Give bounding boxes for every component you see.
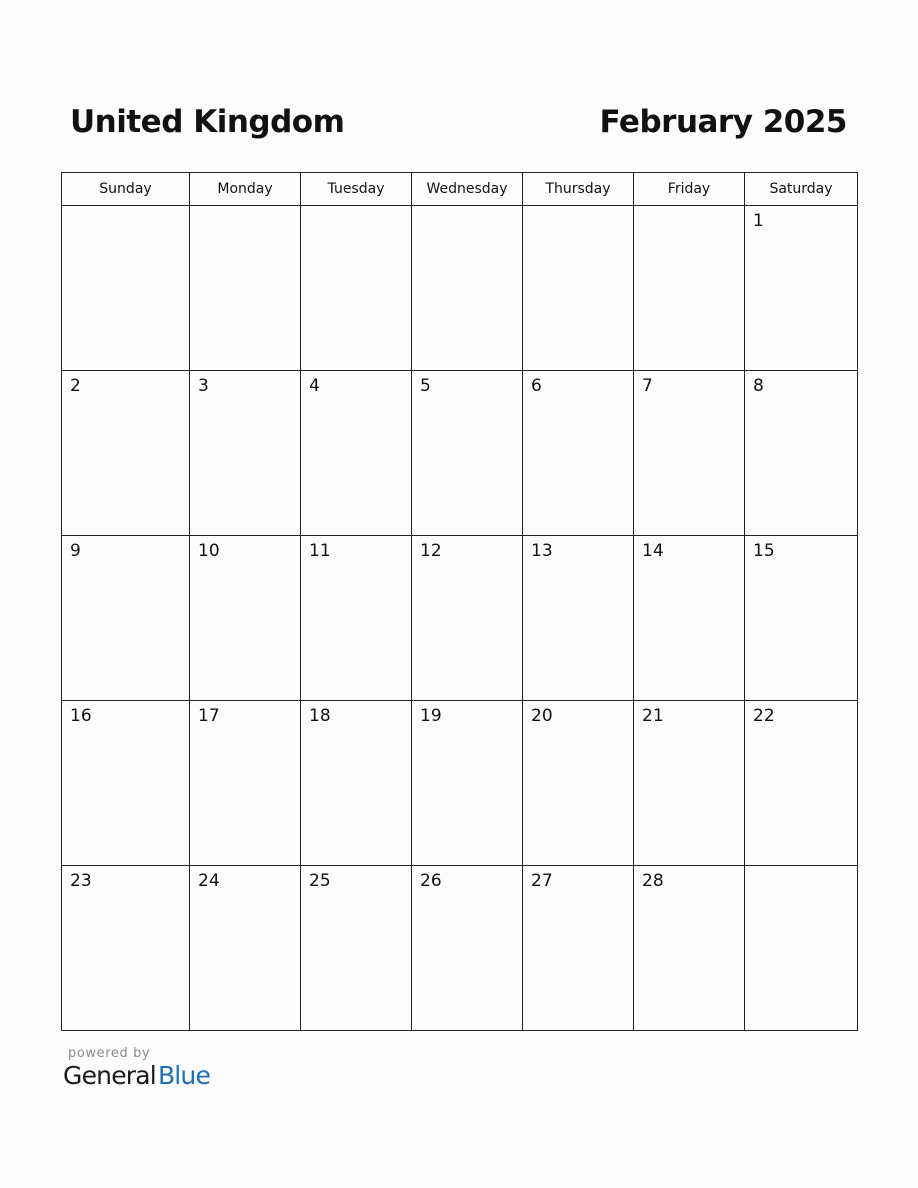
day-number: 6 [531, 376, 542, 396]
generalblue-logo[interactable] [63, 1061, 210, 1090]
day-number: 28 [642, 871, 664, 891]
week-row [62, 866, 858, 1031]
day-cell [634, 371, 745, 536]
day-cell [62, 536, 190, 701]
week-row [62, 536, 858, 701]
day-number [62, 206, 189, 211]
day-cell [745, 206, 858, 371]
weekday-header: Sunday [62, 173, 190, 206]
day-number: 20 [531, 706, 553, 726]
day-cell [301, 701, 412, 866]
day-number: 22 [753, 706, 775, 726]
day-number: 3 [198, 376, 209, 396]
day-number [523, 206, 633, 211]
day-number: 11 [309, 541, 331, 561]
day-number: 12 [420, 541, 442, 561]
day-cell [190, 866, 301, 1031]
weekday-header: Tuesday [301, 173, 412, 206]
day-cell [523, 536, 634, 701]
day-number: 15 [753, 541, 775, 561]
day-number: 18 [309, 706, 331, 726]
day-number: 13 [531, 541, 553, 561]
weekday-header-row [62, 173, 858, 206]
day-cell [523, 866, 634, 1031]
day-cell [62, 206, 190, 371]
day-cell [301, 371, 412, 536]
brand-blue-text: Blue [157, 1061, 211, 1090]
weekday-header: Friday [634, 173, 745, 206]
weekday-header: Monday [190, 173, 301, 206]
day-cell [412, 371, 523, 536]
day-cell [190, 701, 301, 866]
footer-branding[interactable] [63, 1046, 210, 1090]
day-number: 26 [420, 871, 442, 891]
day-cell [62, 371, 190, 536]
day-number [412, 206, 522, 211]
day-cell [523, 206, 634, 371]
month-year-title: February 2025 [599, 104, 847, 140]
day-number: 1 [753, 211, 764, 231]
day-number [190, 206, 300, 211]
weekday-header: Saturday [745, 173, 858, 206]
weekday-header: Wednesday [412, 173, 523, 206]
day-number [634, 206, 744, 211]
day-cell [634, 536, 745, 701]
day-number: 8 [753, 376, 764, 396]
day-number: 2 [70, 376, 81, 396]
powered-by-label: powered by [68, 1046, 151, 1061]
day-number: 21 [642, 706, 664, 726]
week-row [62, 701, 858, 866]
day-number [301, 206, 411, 211]
country-title: United Kingdom [70, 104, 345, 140]
day-number: 4 [309, 376, 320, 396]
day-cell [745, 701, 858, 866]
day-cell [301, 206, 412, 371]
day-number: 9 [70, 541, 81, 561]
day-number: 10 [198, 541, 220, 561]
day-number: 25 [309, 871, 331, 891]
day-cell [745, 371, 858, 536]
weekday-header: Thursday [523, 173, 634, 206]
day-cell [62, 866, 190, 1031]
day-cell [634, 206, 745, 371]
day-cell [301, 536, 412, 701]
day-cell [745, 536, 858, 701]
day-cell [190, 536, 301, 701]
brand-general-text: General [63, 1061, 156, 1090]
calendar-grid [61, 172, 858, 1031]
day-number [745, 866, 857, 871]
day-cell [634, 701, 745, 866]
day-cell [412, 206, 523, 371]
day-cell [190, 371, 301, 536]
day-cell [745, 866, 858, 1031]
day-number: 27 [531, 871, 553, 891]
day-number: 17 [198, 706, 220, 726]
day-number: 23 [70, 871, 92, 891]
day-cell [523, 371, 634, 536]
day-cell [62, 701, 190, 866]
day-cell [412, 536, 523, 701]
week-row [62, 371, 858, 536]
day-cell [412, 866, 523, 1031]
day-number: 7 [642, 376, 653, 396]
day-cell [523, 701, 634, 866]
day-number: 24 [198, 871, 220, 891]
day-number: 5 [420, 376, 431, 396]
day-number: 14 [642, 541, 664, 561]
day-cell [412, 701, 523, 866]
day-cell [190, 206, 301, 371]
week-row [62, 206, 858, 371]
day-cell [634, 866, 745, 1031]
day-cell [301, 866, 412, 1031]
day-number: 16 [70, 706, 92, 726]
day-number: 19 [420, 706, 442, 726]
